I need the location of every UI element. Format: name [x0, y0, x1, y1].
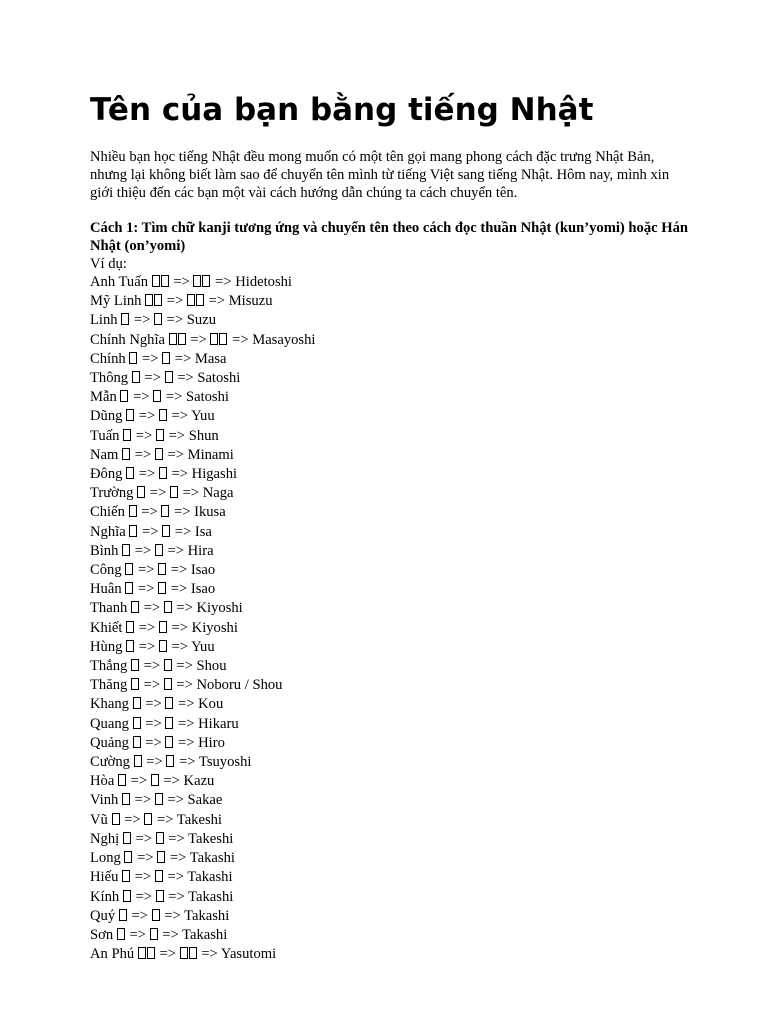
list-item	[90, 945, 315, 964]
kanji-glyph-placeholder	[155, 543, 164, 561]
kanji-glyph-placeholder	[154, 312, 163, 330]
kanji-glyph-placeholder	[133, 735, 142, 753]
kanji-glyph-placeholder	[151, 773, 160, 791]
list-item	[90, 446, 315, 465]
arrow: =>	[167, 542, 184, 559]
kanji-glyph-placeholder	[152, 908, 161, 926]
arrow: =>	[171, 638, 188, 655]
arrow: =>	[171, 466, 188, 483]
japanese-name: Masa	[194, 350, 227, 367]
arrow: =>	[167, 792, 184, 809]
vietnamese-name: Hùng	[90, 638, 123, 655]
arrow: =>	[162, 926, 179, 943]
kanji-glyph-placeholder	[165, 716, 174, 734]
arrow: =>	[131, 907, 148, 924]
arrow: =>	[134, 792, 152, 809]
arrow: =>	[171, 619, 188, 636]
list-item	[90, 350, 315, 369]
japanese-name: Satoshi	[185, 389, 229, 406]
kanji-glyph-placeholder	[164, 677, 173, 695]
japanese-name: Takashi	[188, 888, 234, 905]
arrow: =>	[143, 677, 161, 694]
arrow: =>	[177, 370, 194, 387]
arrow: =>	[146, 754, 163, 771]
vietnamese-name: Thông	[90, 370, 129, 387]
kanji-glyph-placeholder	[164, 658, 173, 676]
arrow: =>	[182, 485, 200, 502]
kanji-glyph-placeholder	[126, 639, 135, 657]
japanese-name: Takashi	[182, 926, 228, 943]
arrow: =>	[142, 350, 159, 367]
list-item	[90, 331, 315, 350]
kanji-glyph-placeholder	[123, 428, 132, 446]
kanji-glyph-placeholder	[123, 889, 132, 907]
kanji-glyph-placeholder	[157, 850, 166, 868]
japanese-name: Sakae	[187, 792, 223, 809]
arrow: =>	[138, 466, 156, 483]
japanese-name: Kiyoshi	[196, 600, 243, 617]
japanese-name: Suzu	[186, 312, 216, 329]
list-item	[90, 542, 315, 561]
kanji-glyph-placeholder	[161, 504, 170, 522]
list-item	[90, 811, 315, 830]
arrow: =>	[138, 408, 156, 425]
kanji-glyph-placeholder	[155, 869, 164, 887]
arrow: =>	[144, 370, 161, 387]
arrow: =>	[168, 830, 185, 847]
arrow: =>	[138, 638, 156, 655]
japanese-name: Isa	[194, 523, 212, 540]
kanji-glyph-placeholder	[166, 754, 175, 772]
arrow: =>	[163, 773, 180, 790]
arrow: =>	[170, 562, 188, 579]
arrow: =>	[134, 542, 152, 559]
kanji-glyph-placeholder	[193, 274, 211, 292]
vietnamese-name: Long	[90, 850, 121, 867]
kanji-glyph-placeholder	[152, 274, 170, 292]
japanese-name: Shun	[188, 427, 219, 444]
arrow: =>	[171, 408, 188, 425]
kanji-glyph-placeholder	[121, 312, 130, 330]
list-item	[90, 715, 315, 734]
kanji-glyph-placeholder	[159, 639, 168, 657]
kanji-glyph-placeholder	[124, 850, 133, 868]
kanji-glyph-placeholder	[119, 908, 128, 926]
kanji-glyph-placeholder	[162, 524, 171, 542]
kanji-glyph-placeholder	[126, 408, 135, 426]
vietnamese-name: Quý	[90, 907, 116, 924]
vietnamese-name: Bình	[90, 542, 119, 559]
list-item	[90, 753, 315, 772]
kanji-glyph-placeholder	[155, 792, 164, 810]
arrow: =>	[179, 754, 196, 771]
japanese-name: Kazu	[183, 773, 215, 790]
arrow: =>	[130, 773, 148, 790]
list-item	[90, 523, 315, 542]
japanese-name: Yuu	[191, 638, 215, 655]
japanese-name: Isao	[190, 581, 216, 598]
vietnamese-name: Thắng	[90, 658, 128, 675]
list-item	[90, 369, 315, 388]
list-item	[90, 407, 315, 426]
vietnamese-name: Dũng	[90, 408, 123, 425]
list-item	[90, 599, 315, 618]
kanji-glyph-placeholder	[158, 581, 167, 599]
list-item	[90, 503, 315, 522]
arrow: =>	[135, 427, 153, 444]
page-title: Tên của bạn bằng tiếng Nhật	[90, 92, 594, 128]
arrow: =>	[137, 562, 155, 579]
arrow: =>	[173, 504, 191, 521]
list-item	[90, 676, 315, 695]
list-item	[90, 388, 315, 407]
kanji-glyph-placeholder	[120, 389, 129, 407]
kanji-glyph-placeholder	[162, 351, 171, 369]
kanji-glyph-placeholder	[170, 485, 179, 503]
vietnamese-name: Vinh	[90, 792, 119, 809]
kanji-glyph-placeholder	[131, 677, 140, 695]
arrow: =>	[169, 850, 187, 867]
kanji-glyph-placeholder	[131, 600, 140, 618]
arrow: =>	[145, 696, 162, 713]
kanji-glyph-placeholder	[165, 735, 174, 753]
japanese-name: Ikusa	[194, 504, 226, 521]
arrow: =>	[167, 869, 184, 886]
vietnamese-name: Nghĩa	[90, 523, 126, 540]
vietnamese-name: Sơn	[90, 926, 114, 943]
arrow: =>	[137, 850, 154, 867]
list-item	[90, 657, 315, 676]
kanji-glyph-placeholder	[169, 332, 187, 350]
japanese-name: Yuu	[191, 408, 215, 425]
arrow: =>	[176, 600, 193, 617]
kanji-glyph-placeholder	[125, 581, 134, 599]
japanese-name: Hiro	[198, 734, 225, 751]
arrow: =>	[143, 658, 161, 675]
kanji-glyph-placeholder	[165, 696, 174, 714]
kanji-glyph-placeholder	[122, 792, 131, 810]
kanji-glyph-placeholder	[156, 831, 165, 849]
list-item	[90, 791, 315, 810]
kanji-glyph-placeholder	[159, 466, 168, 484]
arrow: =>	[174, 523, 192, 540]
vietnamese-name: Anh Tuấn	[90, 274, 148, 290]
vietnamese-name: Quang	[90, 715, 129, 732]
vietnamese-name: Hòa	[90, 773, 115, 790]
kanji-glyph-placeholder	[117, 927, 126, 945]
arrow: =>	[124, 811, 141, 828]
list-item	[90, 561, 315, 580]
kanji-glyph-placeholder	[118, 773, 127, 791]
arrow: =>	[143, 600, 161, 617]
list-item	[90, 292, 315, 311]
list-item	[90, 273, 315, 292]
list-item	[90, 619, 315, 638]
kanji-glyph-placeholder	[122, 869, 131, 887]
vietnamese-name: Chính Nghĩa	[90, 331, 165, 348]
vietnamese-name: Mỹ Linh	[90, 293, 142, 310]
arrow: =>	[190, 331, 207, 348]
vietnamese-name: Đông	[90, 466, 123, 483]
arrow: =>	[138, 619, 156, 636]
arrow: =>	[168, 427, 186, 444]
arrow: =>	[164, 907, 181, 924]
method-1-heading: Cách 1: Tìm chữ kanji tương ứng và chuyển tên theo cách đọc thuần Nhật (kun’yomi) hoặc Hán Nhật (on’yomi)	[90, 220, 689, 255]
arrow: =>	[129, 926, 146, 943]
arrow: =>	[133, 389, 150, 406]
arrow: =>	[170, 581, 188, 598]
vietnamese-name: Mẫn	[90, 389, 117, 406]
vietnamese-name: Linh	[90, 312, 118, 329]
kanji-glyph-placeholder	[137, 485, 146, 503]
japanese-name: Isao	[190, 562, 216, 579]
arrow: =>	[178, 734, 195, 751]
arrow: =>	[159, 946, 176, 963]
japanese-name: Takashi	[187, 869, 233, 886]
list-item	[90, 734, 315, 753]
japanese-name: Tsuyoshi	[198, 754, 252, 771]
arrow: =>	[232, 331, 249, 348]
kanji-glyph-placeholder	[134, 754, 143, 772]
arrow: =>	[215, 274, 232, 290]
japanese-name: Minami	[187, 446, 234, 463]
vietnamese-name: Thanh	[90, 600, 128, 617]
kanji-glyph-placeholder	[126, 620, 135, 638]
arrow: =>	[145, 715, 162, 732]
vietnamese-name: Chính	[90, 350, 126, 367]
japanese-name: Yasutomi	[220, 946, 277, 963]
arrow: =>	[176, 658, 193, 675]
japanese-name: Hira	[187, 542, 214, 559]
list-item	[90, 868, 315, 887]
kanji-glyph-placeholder	[159, 408, 168, 426]
list-item	[90, 926, 315, 945]
japanese-name: Higashi	[191, 466, 238, 483]
name-example-list	[90, 273, 315, 964]
kanji-glyph-placeholder	[132, 370, 141, 388]
kanji-glyph-placeholder	[123, 831, 132, 849]
arrow: =>	[173, 274, 190, 290]
japanese-name: Takeshi	[176, 811, 222, 828]
kanji-glyph-placeholder	[125, 562, 134, 580]
kanji-glyph-placeholder	[150, 927, 159, 945]
kanji-glyph-placeholder	[126, 466, 135, 484]
arrow: =>	[134, 446, 152, 463]
list-item	[90, 888, 315, 907]
vietnamese-name: Trường	[90, 485, 134, 502]
kanji-glyph-placeholder	[145, 293, 163, 311]
kanji-glyph-placeholder	[156, 428, 165, 446]
japanese-name: Takeshi	[188, 830, 234, 847]
arrow: =>	[208, 293, 226, 310]
japanese-name: Kiyoshi	[191, 619, 238, 636]
vietnamese-name: Thăng	[90, 677, 128, 694]
arrow: =>	[168, 888, 185, 905]
vietnamese-name: Cường	[90, 754, 130, 771]
japanese-name: Takashi	[189, 850, 235, 867]
japanese-name: Shou	[196, 658, 227, 675]
arrow: =>	[174, 350, 192, 367]
kanji-glyph-placeholder	[187, 293, 205, 311]
vietnamese-name: An Phú	[90, 946, 135, 963]
list-item	[90, 849, 315, 868]
kanji-glyph-placeholder	[158, 562, 167, 580]
vietnamese-name: Huân	[90, 581, 122, 598]
japanese-name: Naga	[202, 485, 234, 502]
list-item	[90, 907, 315, 926]
kanji-glyph-placeholder	[129, 504, 138, 522]
arrow: =>	[145, 734, 162, 751]
japanese-name: Kou	[198, 696, 224, 713]
vietnamese-name: Khang	[90, 696, 129, 713]
kanji-glyph-placeholder	[144, 812, 153, 830]
vietnamese-name: Khiết	[90, 619, 123, 636]
kanji-glyph-placeholder	[210, 332, 228, 350]
list-item	[90, 484, 315, 503]
vietnamese-name: Nam	[90, 446, 119, 463]
arrow: =>	[178, 696, 195, 713]
list-item	[90, 772, 315, 791]
arrow: =>	[149, 485, 167, 502]
arrow: =>	[178, 715, 195, 732]
arrow: =>	[165, 389, 183, 406]
vietnamese-name: Vũ	[90, 811, 108, 828]
kanji-glyph-placeholder	[159, 620, 168, 638]
kanji-glyph-placeholder	[131, 658, 140, 676]
list-item	[90, 580, 315, 599]
arrow: =>	[166, 293, 184, 310]
kanji-glyph-placeholder	[155, 447, 164, 465]
kanji-glyph-placeholder	[156, 889, 165, 907]
kanji-glyph-placeholder	[153, 389, 162, 407]
list-item	[90, 830, 315, 849]
kanji-glyph-placeholder	[180, 946, 198, 964]
arrow: =>	[135, 830, 152, 847]
vietnamese-name: Hiếu	[90, 869, 119, 886]
vietnamese-name: Quảng	[90, 734, 129, 751]
kanji-glyph-placeholder	[165, 370, 174, 388]
intro-paragraph: Nhiều bạn học tiếng Nhật đều mong muốn có một tên gọi mang phong cách đặc trưng Nhật Bản, nhưng lại không biết làm sao để chuyển tên mình từ tiếng Việt sang tiếng Nhật. Hôm nay, mình xin giới thiệu đến các bạn một vài cách hướng dẫn chúng ta cách chuyển tên.	[90, 149, 670, 202]
vietnamese-name: Nghị	[90, 830, 120, 847]
example-label: Ví dụ:	[90, 256, 127, 272]
kanji-glyph-placeholder	[122, 543, 131, 561]
arrow: =>	[176, 677, 193, 694]
japanese-name: Hidetoshi	[235, 274, 292, 290]
kanji-glyph-placeholder	[133, 696, 142, 714]
kanji-glyph-placeholder	[164, 600, 173, 618]
vietnamese-name: Kính	[90, 888, 120, 905]
list-item	[90, 465, 315, 484]
vietnamese-name: Tuấn	[90, 427, 120, 444]
kanji-glyph-placeholder	[138, 946, 156, 964]
kanji-glyph-placeholder	[129, 351, 138, 369]
arrow: =>	[201, 946, 218, 963]
vietnamese-name: Công	[90, 562, 122, 579]
arrow: =>	[133, 312, 151, 329]
arrow: =>	[156, 811, 174, 828]
arrow: =>	[141, 504, 158, 521]
arrow: =>	[167, 446, 184, 463]
list-item	[90, 427, 315, 446]
japanese-name: Hikaru	[198, 715, 239, 732]
list-item	[90, 311, 315, 330]
list-item	[90, 695, 315, 714]
arrow: =>	[137, 581, 155, 598]
list-item	[90, 638, 315, 657]
japanese-name: Takashi	[184, 907, 230, 924]
japanese-name: Misuzu	[228, 293, 273, 310]
kanji-glyph-placeholder	[133, 716, 142, 734]
arrow: =>	[141, 523, 159, 540]
vietnamese-name: Chiến	[90, 504, 125, 521]
arrow: =>	[134, 869, 152, 886]
kanji-glyph-placeholder	[122, 447, 131, 465]
japanese-name: Noboru / Shou	[196, 677, 283, 694]
arrow: =>	[135, 888, 152, 905]
japanese-name: Masayoshi	[252, 331, 316, 348]
arrow: =>	[166, 312, 184, 329]
kanji-glyph-placeholder	[112, 812, 121, 830]
japanese-name: Satoshi	[197, 370, 241, 387]
kanji-glyph-placeholder	[129, 524, 138, 542]
